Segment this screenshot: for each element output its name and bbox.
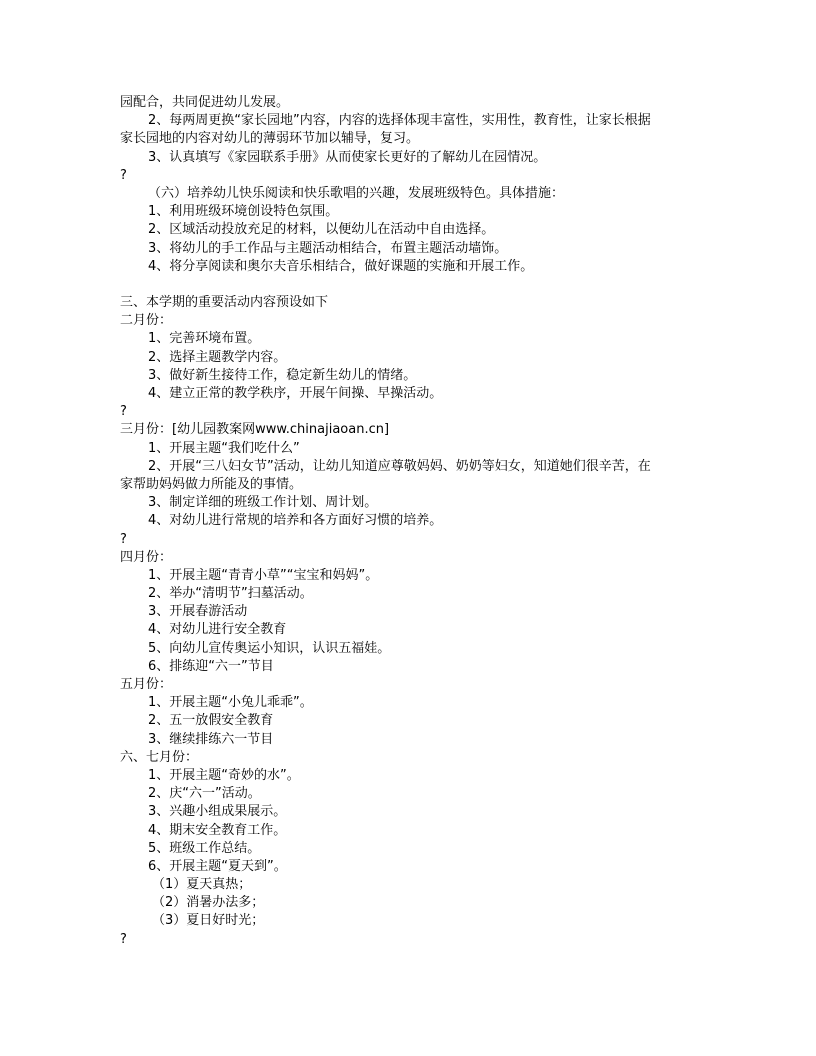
text-line: 4、对幼儿进行安全教育 — [148, 622, 287, 638]
text-line: 1、开展主题“奇妙的水”。 — [148, 767, 300, 783]
text-line: 3、制定详细的班级工作计划、周计划。 — [148, 495, 378, 511]
text-line: 1、完善环境布置。 — [148, 331, 261, 347]
blank-line — [120, 276, 710, 294]
text-line: 三、本学期的重要活动内容预设如下 — [120, 295, 329, 311]
text-line: 3、将幼儿的手工作品与主题活动相结合，布置主题活动墙饰。 — [148, 240, 508, 256]
text-line: ? — [120, 167, 127, 183]
text-line: （3）夏日好时光； — [152, 913, 265, 929]
text-line: 4、将分享阅读和奥尔夫音乐相结合，做好课题的实施和开展工作。 — [148, 258, 534, 274]
text-line: 六、七月份： — [120, 749, 199, 765]
text-line: 五月份： — [120, 677, 173, 692]
text-line: 6、排练迎“六一”节目 — [148, 658, 274, 674]
text-line: 6、开展主题“夏天到”。 — [148, 858, 287, 874]
text-line: （2）消暑办法多； — [152, 895, 265, 911]
text-line: 2、选择主题教学内容。 — [148, 349, 287, 365]
text-line: 2、区域活动投放充足的材料，以便幼儿在活动中自由选择。 — [148, 222, 495, 238]
text-line: 5、班级工作总结。 — [148, 840, 261, 856]
text-line: 二月份： — [120, 313, 173, 329]
text-line: ? — [120, 404, 127, 420]
text-line: ? — [120, 931, 127, 947]
text-line: 2、每两周更换“家长园地”内容，内容的选择体现丰富性，实用性，教育性，让家长根据 — [148, 113, 651, 129]
text-line: （六）培养幼儿快乐阅读和快乐歌唱的兴趣，发展班级特色。具体措施： — [148, 185, 565, 201]
document-body — [120, 94, 710, 949]
text-line: 三月份：[幼儿园教案网www.chinajiaoan.cn] — [120, 422, 390, 438]
text-line: 四月份： — [120, 549, 173, 565]
text-line: （1）夏天真热； — [152, 877, 252, 893]
text-line: 2、开展“三八妇女节”活动，让幼儿知道应尊敬妈妈、奶奶等妇女，知道她们很辛苦，在 — [148, 458, 651, 474]
text-line: 1、开展主题“小兔儿乖乖”。 — [148, 695, 313, 711]
text-line: 5、向幼儿宣传奥运小知识，认识五福娃。 — [148, 640, 391, 656]
text-line: 1、开展主题“青青小草”“宝宝和妈妈”。 — [148, 567, 379, 583]
text-line: 家长园地的内容对幼儿的薄弱环节加以辅导，复习。 — [120, 131, 420, 147]
text-line: 1、利用班级环境创设特色氛围。 — [148, 204, 339, 220]
text-line: 2、五一放假安全教育 — [148, 713, 274, 729]
text-line: 4、期末安全教育工作。 — [148, 822, 287, 838]
text-line: 1、开展主题“我们吃什么” — [148, 440, 300, 456]
text-line: 4、建立正常的教学秩序，开展午间操、早操活动。 — [148, 386, 443, 401]
text-line: 3、继续排练六一节目 — [148, 731, 274, 747]
text-line: ? — [120, 531, 127, 547]
text-line: 3、认真填写《家园联系手册》从而使家长更好的了解幼儿在园情况。 — [148, 149, 547, 165]
text-line: 2、举办“清明节”扫墓活动。 — [148, 586, 313, 602]
text-line: 3、做好新生接待工作，稳定新生幼儿的情绪。 — [148, 367, 417, 383]
text-line: 2、庆“六一”活动。 — [148, 786, 261, 802]
text-line: 4、对幼儿进行常规的培养和各方面好习惯的培养。 — [148, 513, 443, 529]
text-line: 家帮助妈妈做力所能及的事情。 — [120, 476, 303, 492]
text-line: 园配合，共同促进幼儿发展。 — [120, 95, 290, 110]
text-line: 3、兴趣小组成果展示。 — [148, 804, 287, 820]
text-line: 3、开展春游活动 — [148, 604, 248, 620]
